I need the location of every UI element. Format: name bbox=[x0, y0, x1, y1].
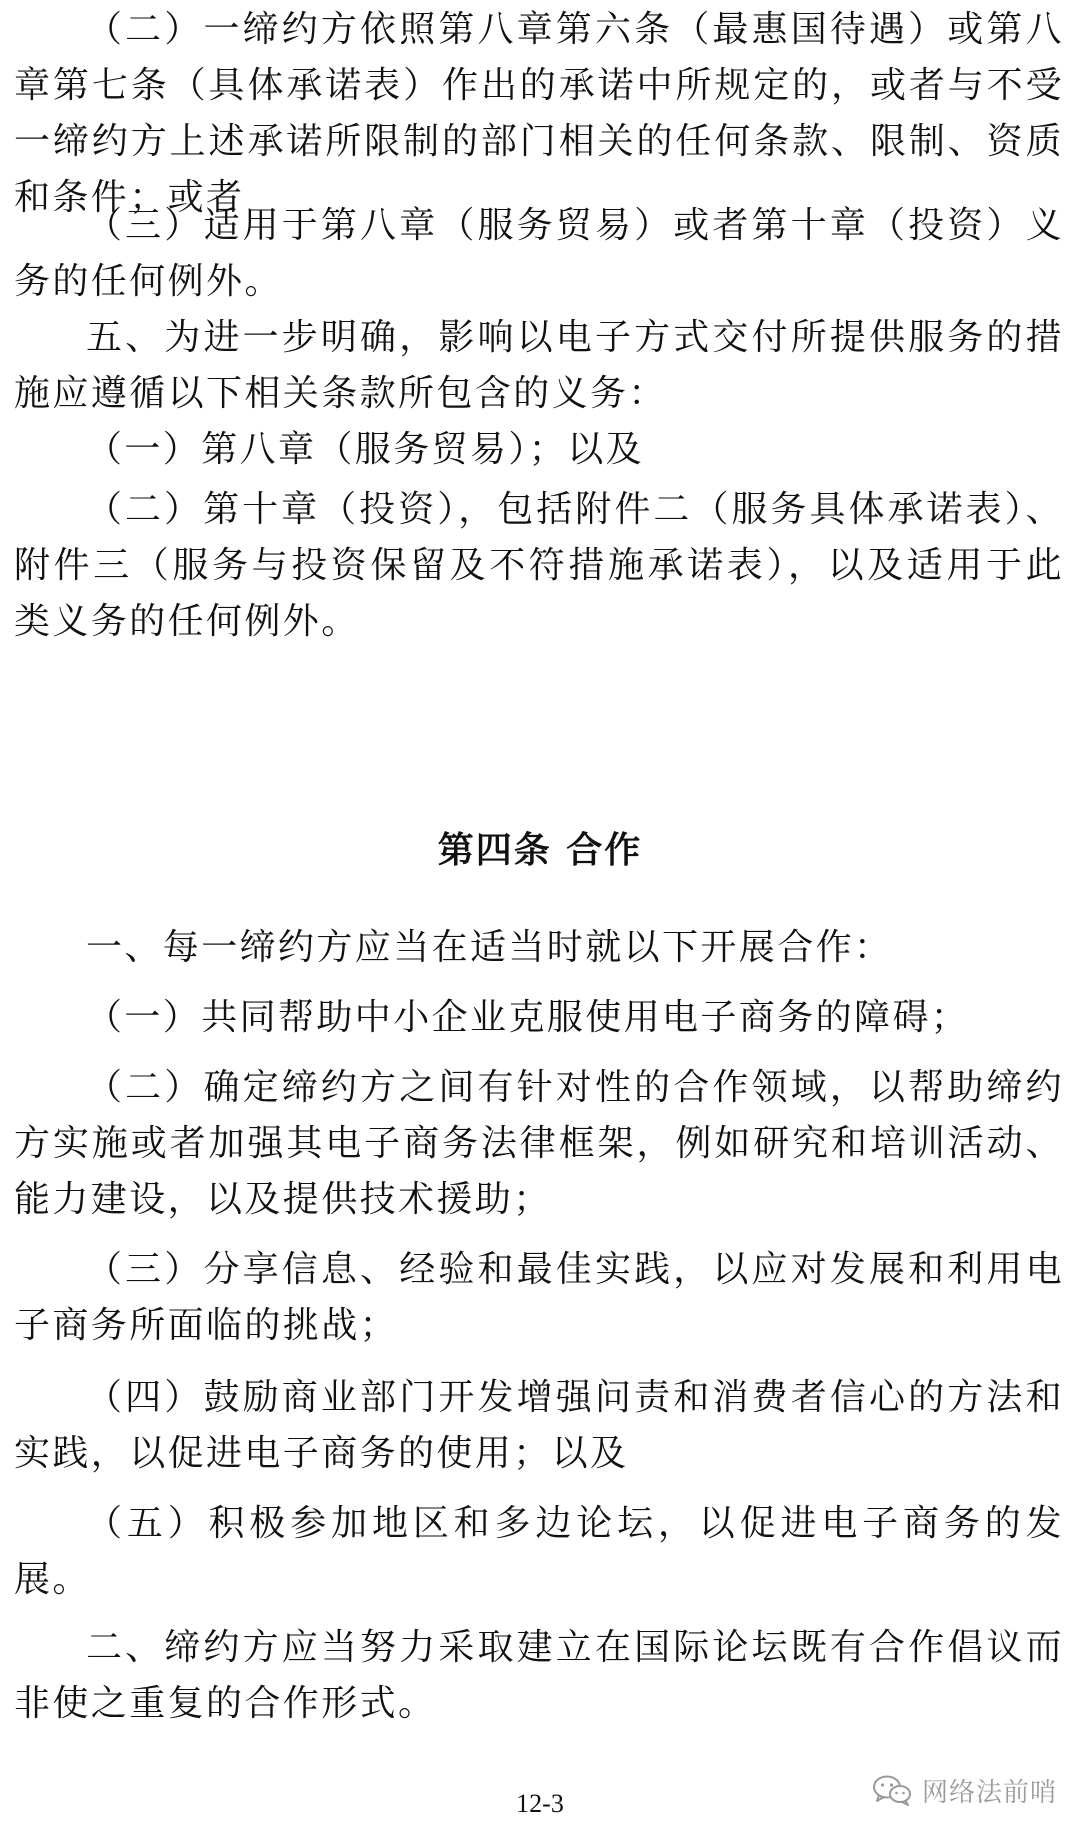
paragraph-article-clause-2: （二）一缔约方依照第八章第六条（最惠国待遇）或第八章第七条（具体承诺表）作出的承诺中所规定的，或者与不受一缔约方上述承诺所限制的部门相关的任何条款、限制、资质和条件；或者 bbox=[14, 9, 1064, 218]
page-number: 12-3 bbox=[516, 1789, 564, 1818]
section-heading: 第四条 合作 bbox=[437, 829, 643, 871]
paragraph-section-5-item-1: （一）第八章（服务贸易）；以及 bbox=[86, 429, 645, 470]
paragraph-cooperation-1-item-4: （四）鼓励商业部门开发增强问责和消费者信心的方法和实践，以促进电子商务的使用；以及 bbox=[14, 1377, 1064, 1474]
paragraph-section-5: 五、为进一步明确，影响以电子方式交付所提供服务的措施应遵循以下相关条款所包含的义务： bbox=[14, 317, 1064, 414]
paragraph-cooperation-1-item-2: （二）确定缔约方之间有针对性的合作领域，以帮助缔约方实施或者加强其电子商务法律框架，例如研究和培训活动、能力建设，以及提供技术援助； bbox=[14, 1067, 1064, 1220]
watermark-logo-text: 网络法前哨 bbox=[922, 1777, 1058, 1808]
paragraph-article-clause-3: （三）适用于第八章（服务贸易）或者第十章（投资）义务的任何例外。 bbox=[14, 205, 1064, 302]
paragraph-cooperation-1: 一、每一缔约方应当在适当时就以下开展合作： bbox=[86, 927, 893, 968]
paragraph-cooperation-1-item-5: （五）积极参加地区和多边论坛，以促进电子商务的发展。 bbox=[14, 1503, 1064, 1600]
paragraph-cooperation-1-item-3: （三）分享信息、经验和最佳实践，以应对发展和利用电子商务所面临的挑战； bbox=[14, 1249, 1064, 1346]
paragraph-section-5-item-2: （二）第十章（投资），包括附件二（服务具体承诺表）、附件三（服务与投资保留及不符措施承诺表），以及适用于此类义务的任何例外。 bbox=[14, 489, 1064, 642]
paragraph-cooperation-2: 二、缔约方应当努力采取建立在国际论坛既有合作倡议而非使之重复的合作形式。 bbox=[14, 1627, 1064, 1724]
paragraph-cooperation-1-item-1: （一）共同帮助中小企业克服使用电子商务的障碍； bbox=[86, 997, 970, 1038]
